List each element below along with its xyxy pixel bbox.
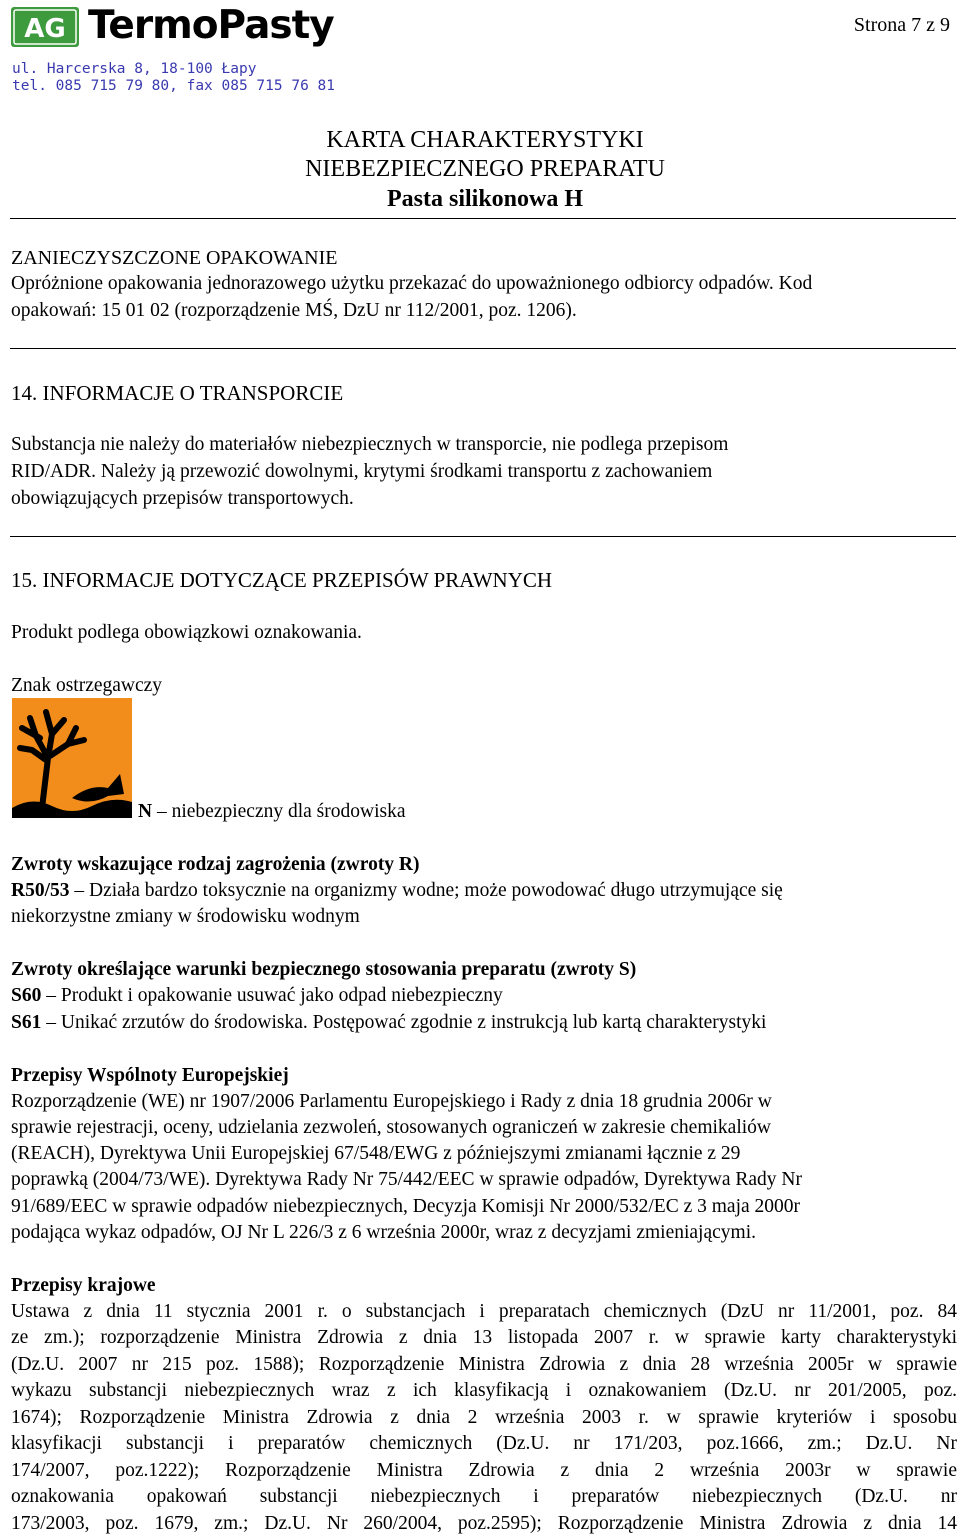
brand-name: TermoPasty bbox=[88, 3, 334, 48]
national-regulations-text: 173/2003, poz. 1679, zm.; Dz.U. Nr 260/2004, poz.2595); Rozporządzenie Ministra Zdrowia z dnia 14 bbox=[11, 1513, 957, 1534]
packaging-text: opakowań: 15 01 02 (rozporządzenie MŚ, DzU nr 112/2001, poz. 1206). bbox=[11, 300, 577, 321]
s-phrase-text: – Produkt i opakowanie usuwać jako odpad niebezpieczny bbox=[41, 985, 503, 1006]
divider bbox=[10, 536, 956, 537]
eu-regulations-text: sprawie rejestracji, oceny, udzielania zezwoleń, stosowanych ograniczeń w zakresie chemikaliów bbox=[11, 1117, 771, 1138]
eu-regulations-text: 91/689/EEC w sprawie odpadów niebezpiecznych, Decyzja Komisji Nr 2000/532/EC z 3 maja 2000r bbox=[11, 1196, 801, 1217]
s-phrase-code: S60 bbox=[11, 985, 42, 1006]
s-phrase-line bbox=[11, 983, 503, 1010]
national-regulations-text: ze zm.); rozporządzenie Ministra Zdrowia z dnia 13 listopada 2007 r. w sprawie karty charakterystyki bbox=[11, 1327, 957, 1348]
hazard-symbol-desc: – niebezpieczny dla środowiska bbox=[152, 801, 406, 822]
company-address: ul. Harcerska 8, 18-100 Łapy bbox=[12, 61, 257, 77]
logo-text: AG bbox=[24, 14, 66, 44]
warning-sign-label: Znak ostrzegawczy bbox=[11, 675, 163, 696]
s-phrase-code: S61 bbox=[11, 1012, 42, 1033]
divider bbox=[10, 218, 956, 219]
company-phone: tel. 085 715 79 80, fax 085 715 76 81 bbox=[12, 78, 336, 94]
doc-title-line2: NIEBEZPIECZNEGO PREPARATU bbox=[305, 156, 665, 182]
s-phrase-text: – Unikać zrzutów do środowiska. Postępować zgodnie z instrukcją lub kartą charakterystyki bbox=[41, 1012, 767, 1033]
eu-regulations-text: (REACH), Dyrektywa Unii Europejskiej 67/548/EWG z późniejszymi zmianami łącznie z 29 bbox=[11, 1143, 741, 1164]
r-phrase-text: – Działa bardzo toksycznie na organizmy wodne; może powodować długo utrzymujące się bbox=[69, 880, 783, 901]
national-regulations-text: oznakowania opakowań substancji niebezpiecznych i preparatów niebezpiecznych (Dz.U. nr bbox=[11, 1486, 957, 1507]
national-regulations-text: Ustawa z dnia 11 stycznia 2001 r. o substancjach i preparatach chemicznych (DzU nr 11/2001, poz. 84 bbox=[11, 1301, 957, 1322]
section-14-heading: 14. INFORMACJE O TRANSPORCIE bbox=[11, 381, 344, 405]
environment-hazard-icon bbox=[12, 698, 132, 818]
doc-title-line1: KARTA CHARAKTERYSTYKI bbox=[326, 127, 644, 153]
national-regulations-text: 1674); Rozporządzenie Ministra Zdrowia z dnia 2 września 2003 r. w sprawie kryteriów i sposobu bbox=[11, 1407, 957, 1428]
transport-text: obowiązujących przepisów transportowych. bbox=[11, 488, 354, 509]
national-regulations-text: 174/2007, poz.1222); Rozporządzenie Ministra Zdrowia z dnia 2 września 2003r w sprawie bbox=[11, 1460, 957, 1481]
divider bbox=[10, 348, 956, 349]
r-phrase-code: R50/53 bbox=[11, 880, 70, 901]
r-phrases-heading: Zwroty wskazujące rodzaj zagrożenia (zwroty R) bbox=[11, 854, 420, 875]
eu-regulations-text: Rozporządzenie (WE) nr 1907/2006 Parlamentu Europejskiego i Rady z dnia 18 grudnia 2006r w bbox=[11, 1091, 772, 1112]
eu-regulations-text: podająca wykaz odpadów, OJ Nr L 226/3 z 6 września 2000r, wraz z decyzjami zmieniającymi. bbox=[11, 1222, 756, 1243]
product-name: Pasta silikonowa H bbox=[386, 186, 584, 212]
section-15-heading: 15. INFORMACJE DOTYCZĄCE PRZEPISÓW PRAWNYCH bbox=[11, 568, 553, 592]
transport-text: Substancja nie należy do materiałów niebezpiecznych w transporcie, nie podlega przepisom bbox=[11, 434, 729, 455]
national-regulations-text: (Dz.U. 2007 nr 215 poz. 1588); Rozporządzenie Ministra Zdrowia z dnia 28 września 2005r w sprawie bbox=[11, 1354, 957, 1375]
eu-regulations-heading: Przepisy Wspólnoty Europejskiej bbox=[11, 1065, 289, 1086]
national-regulations-text: wykazu substancji niebezpiecznych wraz z ich klasyfikacją i oznakowaniem (Dz.U. nr 201/2005, poz. bbox=[11, 1380, 957, 1401]
hazard-symbol-line bbox=[138, 799, 406, 826]
s-phrase-line bbox=[11, 1010, 766, 1037]
national-regulations-text: klasyfikacji substancji i preparatów chemicznych (Dz.U. nr 171/203, poz.1666, zm.; Dz.U. Nr bbox=[11, 1433, 957, 1454]
packaging-heading: ZANIECZYSZCZONE OPAKOWANIE bbox=[11, 247, 338, 269]
labeling-intro: Produkt podlega obowiązkowi oznakowania. bbox=[11, 622, 362, 643]
packaging-text: Opróżnione opakowania jednorazowego użytku przekazać do upoważnionego odbiorcy odpadów. Kod bbox=[11, 273, 813, 294]
eu-regulations-text: poprawką (2004/73/WE). Dyrektywa Rady Nr 75/442/EEC w sprawie odpadów, Dyrektywa Rady Nr bbox=[11, 1169, 803, 1190]
r-phrase-text-cont: niekorzystne zmiany w środowisku wodnym bbox=[11, 906, 360, 927]
hazard-symbol-code: N bbox=[138, 801, 153, 822]
transport-text: RID/ADR. Należy ją przewozić dowolnymi, krytymi środkami transportu z zachowaniem bbox=[11, 461, 713, 482]
s-phrases-heading: Zwroty określające warunki bezpiecznego stosowania preparatu (zwroty S) bbox=[11, 959, 637, 980]
national-regulations-heading: Przepisy krajowe bbox=[11, 1275, 156, 1296]
page-number: Strona 7 z 9 bbox=[853, 14, 950, 36]
company-logo bbox=[11, 7, 79, 47]
r-phrase-line bbox=[11, 878, 783, 905]
